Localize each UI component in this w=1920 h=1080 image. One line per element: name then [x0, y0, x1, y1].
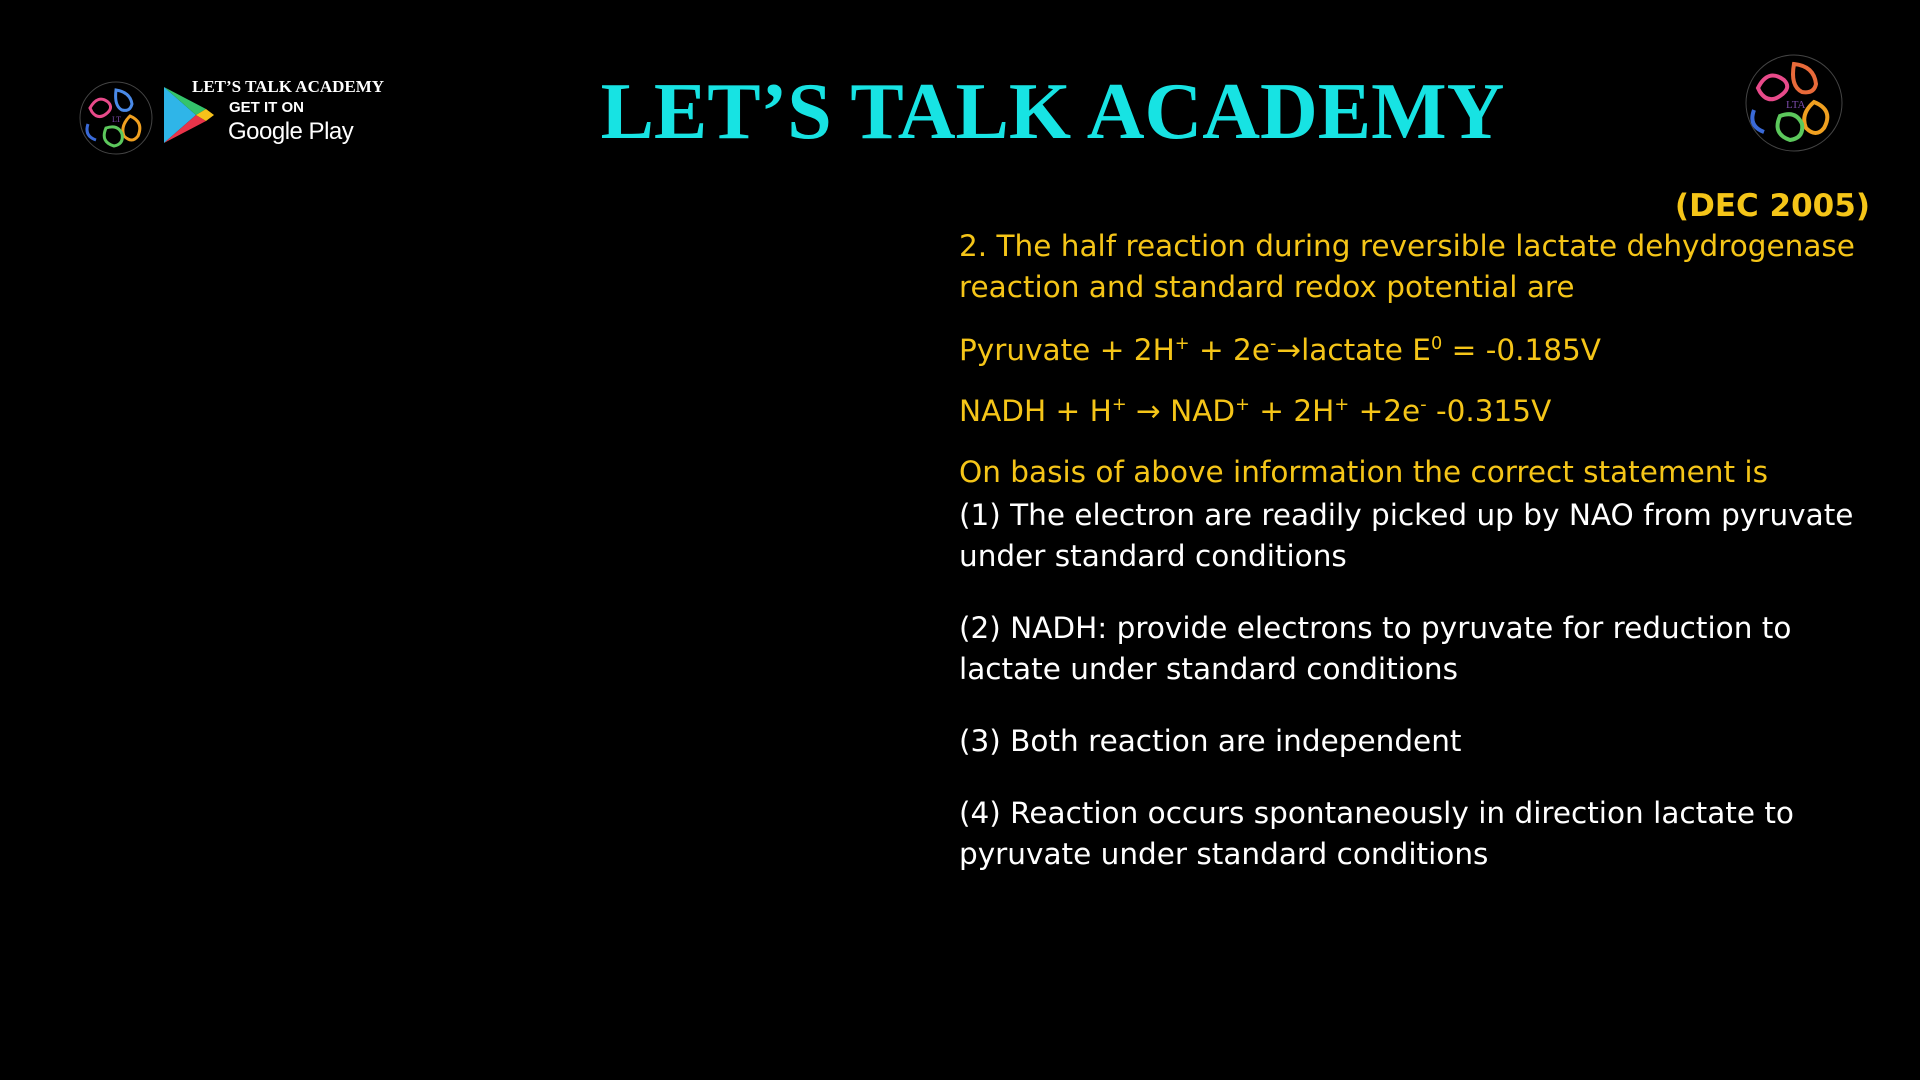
eq2-product-charge: +	[1235, 395, 1250, 416]
eq1-electron-charge: -	[1269, 334, 1277, 355]
question-stem: 2. The half reaction during reversible lactate dehydrogenase reaction and standard redox potential are	[959, 229, 1855, 304]
eq2-arrow: →	[1126, 394, 1171, 428]
eq2-electrons: +2e	[1349, 394, 1421, 428]
eq1-standard-symbol: 0	[1430, 334, 1443, 355]
equation-2	[959, 391, 1869, 432]
protein-structure-logo-right	[1738, 50, 1850, 156]
eq2-proton-charge: +	[1334, 395, 1350, 416]
answer-option-3[interactable]: (3) Both reaction are independent	[959, 724, 1462, 758]
badge-get-it-on-label: GET IT ON	[229, 99, 304, 116]
question-block	[959, 226, 1869, 906]
eq2-potential: -0.315V	[1426, 394, 1552, 428]
eq2-reactants: NADH + H	[959, 394, 1112, 428]
eq1-product: lactate E	[1301, 333, 1431, 367]
eq1-potential: = -0.185V	[1442, 333, 1601, 367]
svg-text:LTA: LTA	[1786, 99, 1806, 111]
badge-store-name[interactable]: Google Play	[228, 118, 354, 145]
exam-year-tag: (DEC 2005)	[1674, 188, 1870, 224]
eq2-product: NAD	[1170, 394, 1236, 428]
equation-1	[959, 330, 1869, 371]
svg-text:LT: LT	[112, 115, 122, 124]
eq2-protons: + 2H	[1249, 394, 1335, 428]
eq1-electrons: + 2e	[1189, 333, 1270, 367]
eq2-charge: +	[1111, 395, 1127, 416]
badge-academy-label: LET’S TALK ACADEMY	[192, 77, 385, 96]
eq1-arrow: →	[1276, 333, 1302, 367]
page-title: LET’S TALK ACADEMY	[600, 68, 1505, 156]
eq1-reactants: Pyruvate + 2H	[959, 333, 1175, 367]
answer-option-2[interactable]: (2) NADH: provide electrons to pyruvate for reduction to lactate under standard conditions	[959, 611, 1792, 686]
eq2-electron-charge: -	[1420, 395, 1427, 416]
question-prompt: On basis of above information the correct statement is	[959, 455, 1768, 489]
answer-option-4[interactable]: (4) Reaction occurs spontaneously in direction lactate to pyruvate under standard conditions	[959, 796, 1794, 871]
answer-option-1[interactable]: (1) The electron are readily picked up by NAO from pyruvate under standard conditions	[959, 498, 1854, 573]
eq1-charge: +	[1174, 334, 1190, 355]
